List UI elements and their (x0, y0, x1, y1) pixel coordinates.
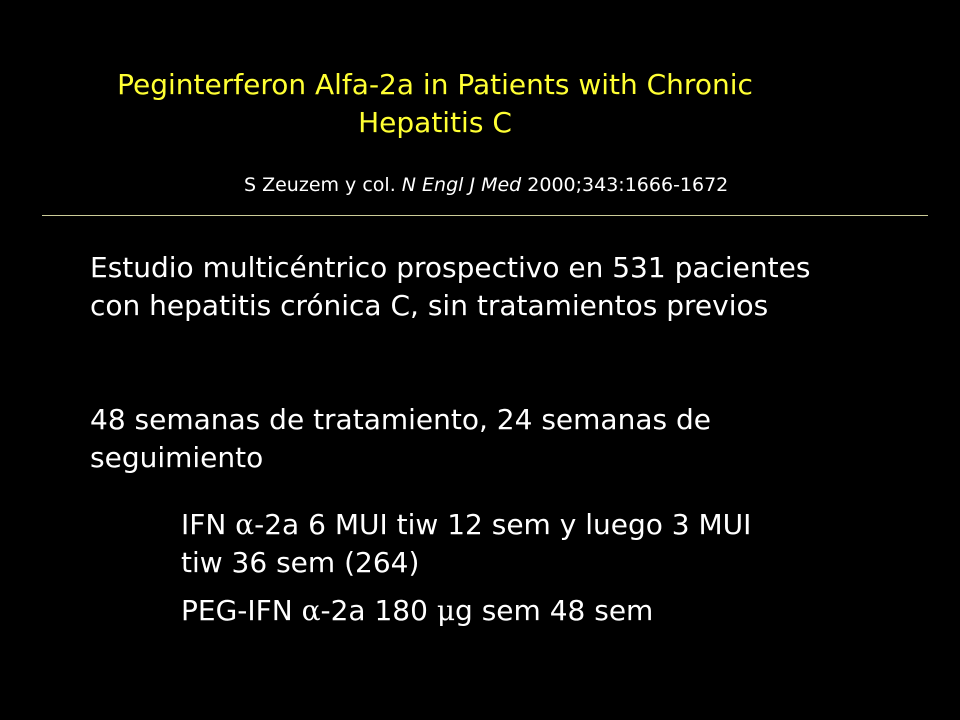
arm-peg-regimen: g sem 48 sem (455, 594, 654, 627)
treatment-duration-line-1: 48 semanas de tratamiento, 24 semanas de (90, 403, 711, 436)
divider-rule (42, 215, 928, 216)
treatment-duration-line-2: seguimiento (90, 441, 264, 474)
slide-title-line-2: Hepatitis C (358, 106, 512, 139)
arm-peg-prefix: PEG-IFN (181, 594, 302, 627)
micro-symbol: μ (436, 594, 456, 627)
treatment-arm-ifn (181, 506, 921, 582)
slide-title (0, 66, 870, 142)
arm-peg-dose: -2a 180 (320, 594, 437, 627)
alpha-symbol: α (301, 594, 321, 627)
treatment-duration (90, 401, 930, 477)
treatment-arm-ifn-line-2: tiw 36 sem (264) (181, 546, 420, 579)
treatment-arm-peg-ifn-line-1 (181, 592, 921, 630)
arm-ifn-regimen: -2a 6 MUI tiw 12 sem y luego 3 MUI (254, 508, 752, 541)
study-description-line-2: con hepatitis crónica C, sin tratamientos previos (90, 289, 769, 322)
arm-ifn-prefix: IFN (181, 508, 236, 541)
slide-title-line-1: Peginterferon Alfa-2a in Patients with Chronic (117, 68, 753, 101)
study-description (90, 249, 930, 325)
treatment-arm-ifn-line-1 (181, 506, 921, 544)
citation-journal: N Engl J Med (401, 174, 522, 196)
citation-details: 2000;343:1666-1672 (521, 174, 729, 196)
study-description-line-1: Estudio multicéntrico prospectivo en 531 pacientes (90, 251, 811, 284)
treatment-arm-peg-ifn (181, 592, 921, 630)
citation (244, 172, 728, 198)
citation-authors: S Zeuzem y col. (244, 174, 402, 196)
alpha-symbol: α (235, 508, 255, 541)
